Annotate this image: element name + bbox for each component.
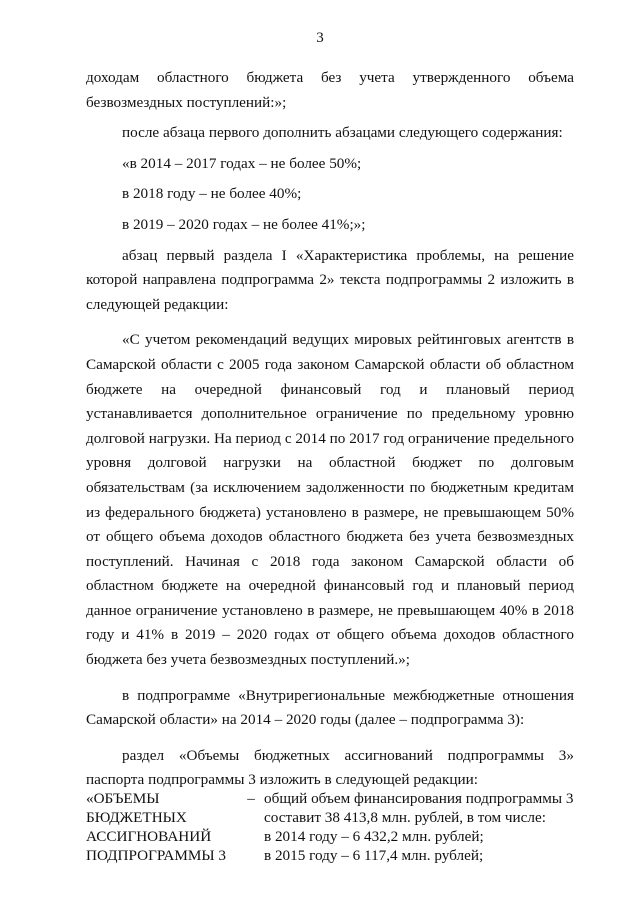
paragraph-4: в 2018 году – не более 40%; (122, 185, 302, 203)
paragraph-2: после абзаца первого дополнить абзацами следующего содержания: (122, 124, 563, 142)
paragraph-5: в 2019 – 2020 годах – не более 41%;»; (122, 215, 366, 233)
document-body (86, 66, 574, 804)
paragraph-3: «в 2014 – 2017 годах – не более 50%; (122, 154, 362, 172)
paragraph-6: абзац первый раздела I «Характеристика проблемы, на решение которой направлена подпрограмма 2» текста подпрограммы 2 изложить в следующей редакции: (86, 246, 574, 313)
paragraph-8: в подпрограмме «Внутрирегиональные межбюджетные отношения Самарской области» на 2014 – 2020 годы (далее – подпрограмма 3): (86, 686, 574, 729)
table-left-cell: БЮДЖЕТНЫХ (86, 809, 187, 826)
budget-table (86, 789, 586, 865)
table-row (86, 808, 586, 827)
table-right-cell: составит 38 413,8 млн. рублей, в том числе: (264, 809, 546, 826)
paragraph-7: «С учетом рекомендаций ведущих мировых рейтинговых агентств в Самарской области с 2005 года законом Самарской области об областном бюджете на очередной финансовый год и плановый период устанавливается дополнительное ограничение по предельному уровню долговой нагрузки. На период с 2014 по 2017 год ограничение предельного уровня долговой нагрузки на областной бюджет по долговым обязательствам (за исключением задолженности по бюджетным кредитам из федерального бюджета) установлено в размере, не превышающем 50% от общего объема доходов областного бюджета без учета безвозмездных поступлений. Начиная с 2018 года законом Самарской области об областном бюджете на очередной финансовый год и плановый период данное ограничение установлено в размере, не превышающем 40% в 2018 году и 41% в 2019 – 2020 годах от общего объема доходов областного бюджета без учета безвозмездных поступлений.»; (86, 331, 574, 669)
table-dash: – (247, 790, 255, 807)
table-row (86, 789, 586, 808)
table-left-cell: АССИГНОВАНИЙ (86, 828, 212, 845)
page-number: 3 (316, 30, 324, 46)
paragraph-1: доходам областного бюджета без учета утвержденного объема безвозмездных поступлений:»; (86, 69, 574, 111)
table-row (86, 846, 586, 865)
table-right-cell: в 2014 году – 6 432,2 млн. рублей; (264, 828, 484, 845)
paragraph-9: раздел «Объемы бюджетных ассигнований подпрограммы 3» паспорта подпрограммы 3 изложить в следующей редакции: (86, 746, 574, 789)
table-right-cell: общий объем финансирования подпрограммы 3 (264, 790, 574, 807)
table-left-cell: «ОБЪЕМЫ (86, 790, 160, 807)
table-left-cell: ПОДПРОГРАММЫ 3 (86, 847, 227, 864)
table-row (86, 827, 586, 846)
table-right-cell: в 2015 году – 6 117,4 млн. рублей; (264, 847, 484, 864)
